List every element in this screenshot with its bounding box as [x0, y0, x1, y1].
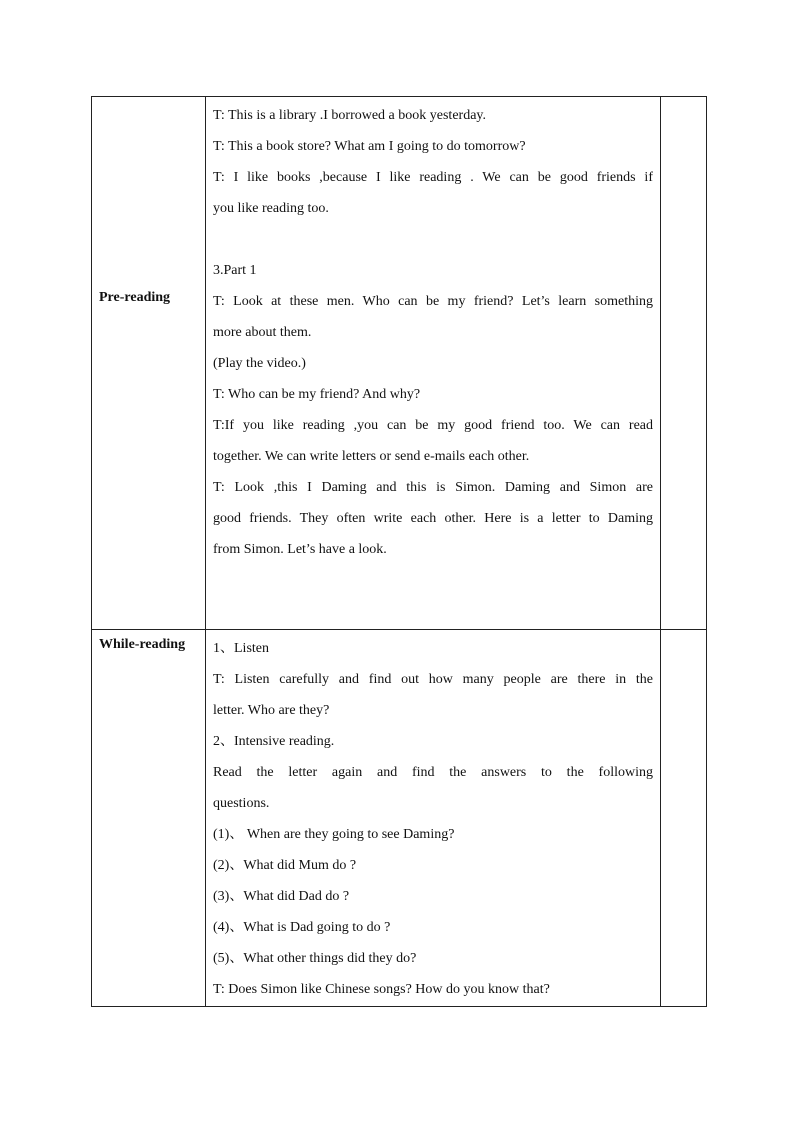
content-line: (5)、What other things did they do? — [213, 951, 417, 966]
stage-label-pre-reading: Pre-reading — [99, 290, 171, 305]
stage-cell-while-reading — [92, 630, 206, 1007]
content-line: Read the letter again and find the answers to the following — [213, 765, 653, 780]
content-line: 1、Listen — [213, 641, 269, 656]
content-line: T: Look at these men. Who can be my friend? Let’s learn something — [213, 294, 653, 309]
content-line: T: Listen carefully and find out how many people are there in the — [213, 672, 653, 687]
content-line: (Play the video.) — [213, 356, 306, 371]
content-line: 3.Part 1 — [213, 263, 257, 278]
content-line: T: Look ,this I Daming and this is Simon. Daming and Simon are — [213, 480, 653, 495]
blank-line — [213, 224, 653, 255]
stage-cell-pre-reading — [92, 97, 206, 630]
content-line: more about them. — [213, 325, 312, 340]
content-line: T: I like books ,because I like reading . We can be good friends if — [213, 170, 653, 185]
content-cell-while-reading — [206, 630, 661, 1007]
content-line: questions. — [213, 796, 270, 811]
content-line: (2)、What did Mum do ? — [213, 858, 357, 873]
content-line: T:If you like reading ,you can be my good friend too. We can read — [213, 418, 653, 433]
content-line: 2、Intensive reading. — [213, 734, 335, 749]
content-line: (4)、What is Dad going to do ? — [213, 920, 391, 935]
table-row-while-reading — [92, 630, 707, 1007]
notes-cell-while-reading — [661, 630, 707, 1007]
content-cell-pre-reading — [206, 97, 661, 630]
content-line: letter. Who are they? — [213, 703, 330, 718]
stage-label-while-reading: While-reading — [99, 637, 186, 652]
content-line: good friends. They often write each other. Here is a letter to Daming — [213, 511, 653, 526]
content-line: (1)、 When are they going to see Daming? — [213, 827, 455, 842]
lesson-plan-table — [91, 96, 707, 1007]
content-line: from Simon. Let’s have a look. — [213, 542, 387, 557]
table-row-pre-reading — [92, 97, 707, 630]
content-line: (3)、What did Dad do ? — [213, 889, 350, 904]
notes-cell-pre-reading — [661, 97, 707, 630]
content-line: T: Who can be my friend? And why? — [213, 387, 421, 402]
content-line: together. We can write letters or send e-mails each other. — [213, 449, 530, 464]
content-line: T: This a book store? What am I going to do tomorrow? — [213, 139, 526, 154]
content-line: T: Does Simon like Chinese songs? How do you know that? — [213, 982, 550, 997]
content-line: you like reading too. — [213, 201, 329, 216]
content-line: T: This is a library .I borrowed a book yesterday. — [213, 108, 487, 123]
